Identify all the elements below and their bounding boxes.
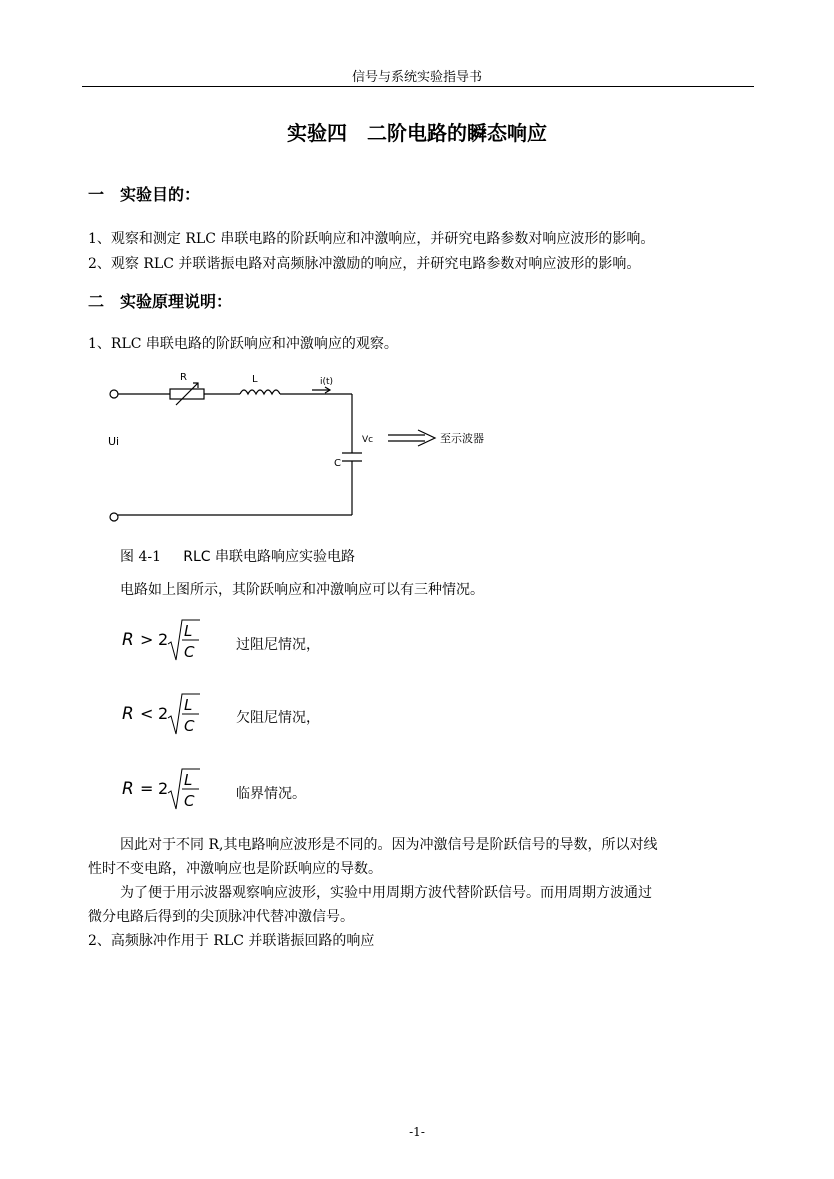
svg-text:L: L (184, 771, 193, 789)
section-heading-objectives: 一 实验目的： (88, 185, 201, 204)
svg-text:>: > (140, 630, 154, 649)
svg-text:<: < (140, 704, 154, 723)
formula-critical (120, 765, 240, 815)
label-vc: Vc (362, 435, 374, 445)
formula-desc-overdamped: 过阻尼情况， (236, 637, 320, 653)
formula-graphic (120, 765, 240, 815)
label-ui: Ui (108, 435, 120, 448)
svg-text:C: C (184, 717, 195, 735)
input-terminal-bottom (110, 513, 118, 521)
label-r: R (180, 372, 187, 383)
formula-overdamped (120, 616, 240, 666)
figure-caption (120, 546, 355, 566)
figure-caption-text: RLC 串联电路响应实验电路 (183, 549, 356, 565)
svg-text:R: R (122, 704, 134, 724)
header-rule (82, 86, 754, 87)
formula-graphic (120, 616, 240, 666)
to-scope-arrow (418, 430, 435, 446)
paragraph-2-line-2: 微分电路后得到的尖顶脉冲代替冲激信号。 (88, 909, 354, 925)
principle-item-2: 2、高频脉冲作用于 RLC 并联谐振回路的响应 (88, 933, 375, 949)
svg-text:L: L (184, 696, 193, 714)
page-number: -1- (409, 1125, 425, 1139)
formula-desc-underdamped: 欠阻尼情况， (236, 710, 320, 726)
svg-text:L: L (184, 622, 193, 640)
objective-item-1: 1、观察和测定 RLC 串联电路的阶跃响应和冲激响应，并研究电路参数对响应波形的影响。 (88, 231, 655, 247)
paragraph-2-line-1: 为了便于用示波器观察响应波形，实验中用周期方波代替阶跃信号。而用周期方波通过 (120, 885, 652, 901)
formula-graphic (120, 690, 240, 740)
variable-arrow (176, 383, 198, 405)
svg-text:2: 2 (158, 779, 169, 798)
label-c: C (334, 458, 341, 469)
objective-item-2: 2、观察 RLC 并联谐振电路对高频脉冲激励的响应，并研究电路参数对响应波形的影响。 (88, 256, 641, 272)
figure-number: 图 4-1 (120, 549, 161, 565)
svg-text:C: C (184, 643, 195, 661)
paragraph-1-line-1: 因此对于不同 R,其电路响应波形是不同的。因为冲激信号是阶跃信号的导数，所以对线 (120, 837, 658, 853)
label-l: L (252, 374, 258, 385)
input-terminal-top (110, 390, 118, 398)
label-current: i(t) (320, 377, 334, 387)
rlc-series-circuit-diagram (100, 360, 540, 525)
section-heading-principle: 二 实验原理说明： (88, 292, 233, 311)
svg-text:R: R (122, 630, 134, 650)
formula-desc-critical: 临界情况。 (236, 786, 306, 802)
principle-item-1: 1、RLC 串联电路的阶跃响应和冲激响应的观察。 (88, 336, 398, 352)
svg-text:C: C (184, 792, 195, 810)
svg-text:2: 2 (158, 630, 169, 649)
paragraph-1-line-2: 性时不变电路，冲激响应也是阶跃响应的导数。 (88, 861, 382, 877)
running-header: 信号与系统实验指导书 (351, 70, 482, 85)
intro-text: 电路如上图所示，其阶跃响应和冲激响应可以有三种情况。 (120, 582, 484, 598)
inductor-symbol (240, 390, 280, 394)
formula-underdamped (120, 690, 240, 740)
svg-text:2: 2 (158, 704, 169, 723)
svg-text:R: R (122, 779, 134, 799)
experiment-title: 实验四 二阶电路的瞬态响应 (287, 121, 547, 145)
svg-text:=: = (140, 779, 154, 798)
label-scope: 至示波器 (440, 432, 484, 445)
